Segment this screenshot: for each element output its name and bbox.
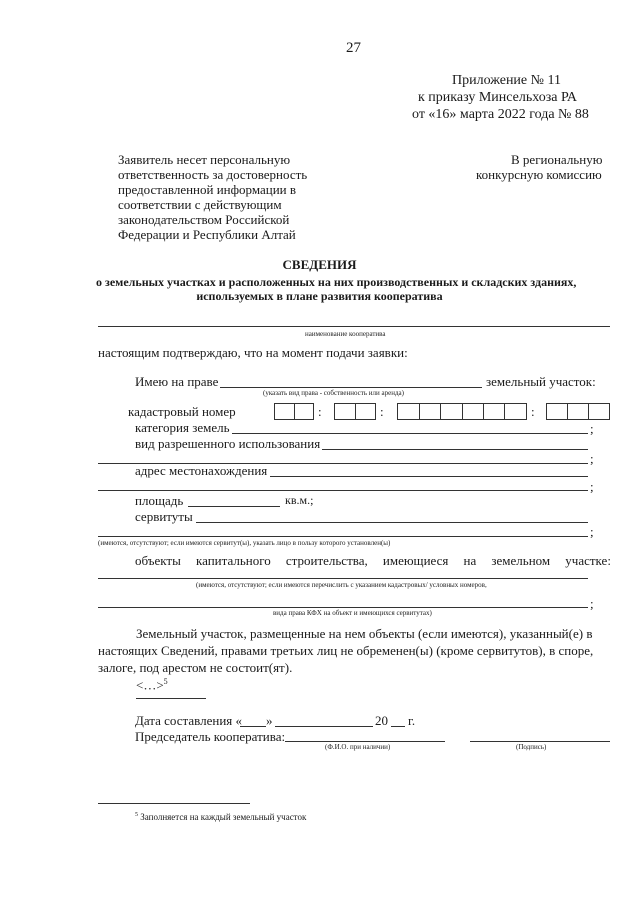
date-month-field[interactable] xyxy=(275,726,373,727)
date-day-field[interactable] xyxy=(240,726,266,727)
area-unit: кв.м.; xyxy=(285,493,314,507)
fio-caption: (Ф.И.О. при наличии) xyxy=(325,743,391,751)
cadastral-cell-divider xyxy=(504,404,505,419)
cadastral-number-label: кадастровый номер xyxy=(128,404,236,419)
note-line: ответственность за достоверность xyxy=(118,167,308,182)
land-category-field[interactable] xyxy=(232,433,588,434)
note-line: предоставленной информации в xyxy=(118,182,297,197)
cooperative-name-field[interactable] xyxy=(98,326,610,327)
cadastral-cell-divider xyxy=(294,404,295,419)
right-label: Имею на праве xyxy=(135,374,219,389)
note-line: Федерации и Республики Алтай xyxy=(118,227,296,242)
confirmation-text: настоящим подтверждаю, что на момент подачи заявки: xyxy=(98,345,408,360)
statement-line: Земельный участок, размещенные на нем объекты (если имеются), указанный(е) в xyxy=(136,626,593,641)
cadastral-separator: : xyxy=(380,404,384,419)
cooperative-name-caption: наименование кооператива xyxy=(305,330,386,338)
addressee-line: конкурсную комиссию xyxy=(476,167,602,182)
date-year-field[interactable] xyxy=(391,726,405,727)
area-label: площадь xyxy=(135,493,184,508)
right-type-caption: (указать вид права - собственность или аренда) xyxy=(263,389,404,397)
servitude-label: сервитуты xyxy=(135,509,193,524)
capital-objects-caption: (имеются, отсутствуют; если имеются перечислить с указанием кадастровых/ условных номеров, xyxy=(196,581,487,589)
footnote-separator xyxy=(98,803,250,804)
date-label: Дата составления « xyxy=(135,713,243,728)
land-category-semicolon: ; xyxy=(590,421,594,436)
capital-objects-word: объекты xyxy=(135,553,181,568)
appendix-line-2: к приказу Минсельхоза РА xyxy=(418,90,578,105)
omission-text: <…> xyxy=(136,677,164,693)
servitude-semicolon: ; xyxy=(590,524,594,539)
note-line: законодательством Российской xyxy=(118,212,290,227)
note-line: Заявитель несет персональную xyxy=(118,152,291,167)
statement-line: залоге, под арестом не состоит(ят). xyxy=(98,660,293,675)
footnote-text: Заполняется на каждый земельный участок xyxy=(140,812,307,822)
capital-objects-word: на xyxy=(463,553,477,568)
cadastral-box-group-2[interactable] xyxy=(334,403,376,420)
footnote-reference: 5 xyxy=(163,677,168,686)
addressee-line: В региональную xyxy=(511,152,603,167)
document-subtitle-line-1: о земельных участках и расположенных на них производственных и складских зданиях, xyxy=(96,275,577,289)
document-subtitle-line-2: используемых в плане развития кооператива xyxy=(196,289,443,303)
cadastral-separator: : xyxy=(318,404,322,419)
date-year-prefix: 20 xyxy=(375,713,388,728)
cadastral-box-group-1[interactable] xyxy=(274,403,314,420)
address-field-continued[interactable] xyxy=(98,490,588,491)
capital-objects-word: земельном xyxy=(491,553,551,568)
capital-objects-field-continued[interactable] xyxy=(98,607,588,608)
right-suffix: земельный участок: xyxy=(486,374,596,389)
address-field[interactable] xyxy=(270,476,588,477)
chairman-signature-field[interactable] xyxy=(470,741,610,742)
footnote xyxy=(135,812,306,822)
cadastral-cell-divider xyxy=(588,404,589,419)
page-number: 27 xyxy=(346,40,361,56)
servitude-field[interactable] xyxy=(196,522,588,523)
cadastral-cell-divider xyxy=(355,404,356,419)
capital-objects-word: строительства, xyxy=(285,553,368,568)
servitude-caption: (имеются, отсутствуют; если имеются сервитут(ы), указать лицо в пользу которого установлен(ы) xyxy=(98,539,391,547)
document-title: СВЕДЕНИЯ xyxy=(282,257,357,272)
date-quote-close: » xyxy=(266,713,273,728)
servitude-field-continued[interactable] xyxy=(98,536,588,537)
appendix-line-3: от «16» марта 2022 года № 88 xyxy=(412,107,589,122)
appendix-line-1: Приложение № 11 xyxy=(452,73,561,88)
omission-underline xyxy=(136,698,206,699)
cadastral-cell-divider xyxy=(419,404,420,419)
footnote-number: 5 xyxy=(135,812,138,818)
statement-line: настоящих Сведений, правами третьих лиц не обременен(ы) (кроме сервитутов), в споре, xyxy=(98,643,594,658)
capital-objects-semicolon: ; xyxy=(590,596,594,611)
date-year-suffix: г. xyxy=(408,713,416,728)
cadastral-cell-divider xyxy=(440,404,441,419)
permitted-use-label: вид разрешенного использования xyxy=(135,436,321,451)
capital-objects-word: участке: xyxy=(565,553,611,568)
capital-objects-field[interactable] xyxy=(98,578,588,579)
area-field[interactable] xyxy=(188,506,280,507)
note-line: соответствии с действующим xyxy=(118,197,282,212)
permitted-use-semicolon: ; xyxy=(590,451,594,466)
cadastral-cell-divider xyxy=(567,404,568,419)
chairman-name-field[interactable] xyxy=(285,741,445,742)
capital-objects-word: капитального xyxy=(195,553,271,568)
cadastral-cell-divider xyxy=(462,404,463,419)
address-label: адрес местонахождения xyxy=(135,463,268,478)
cadastral-cell-divider xyxy=(483,404,484,419)
capital-objects-word: имеющиеся xyxy=(382,553,449,568)
cadastral-separator: : xyxy=(531,404,535,419)
land-category-label: категория земель xyxy=(135,420,230,435)
capital-objects-line xyxy=(135,553,611,569)
cadastral-box-group-4[interactable] xyxy=(546,403,610,420)
right-type-field[interactable] xyxy=(220,387,482,388)
permitted-use-field[interactable] xyxy=(322,449,588,450)
address-semicolon: ; xyxy=(590,479,594,494)
signature-caption: (Подпись) xyxy=(516,743,547,751)
kfh-caption: вида права КФХ на объект и имеющихся сервитутах) xyxy=(273,609,432,617)
cadastral-box-group-3[interactable] xyxy=(397,403,527,420)
omission-mark xyxy=(136,677,168,693)
chairman-label: Председатель кооператива: xyxy=(135,729,286,744)
